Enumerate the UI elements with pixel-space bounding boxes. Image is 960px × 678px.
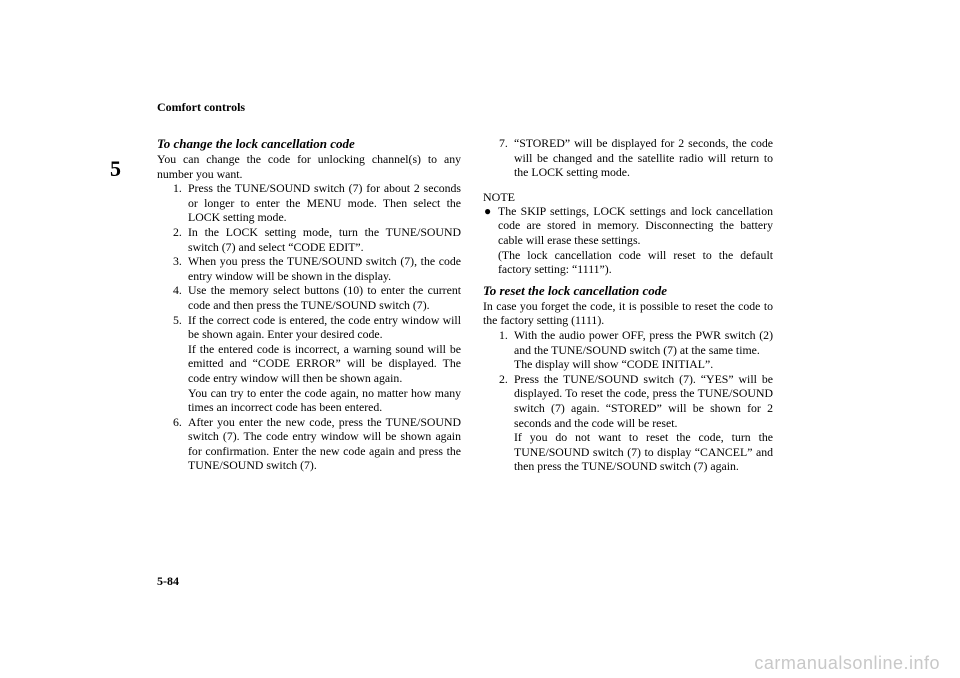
list-item: 1. Press the TUNE/SOUND switch (7) for about 2 seconds or longer to enter the MENU mode. Then select the LOCK setting mode. bbox=[173, 181, 461, 225]
change-code-heading: To change the lock cancellation code bbox=[157, 136, 355, 151]
list-item: 3. When you press the TUNE/SOUND switch (7), the code entry window will be shown in the display. bbox=[173, 254, 461, 283]
list-item: 6. After you enter the new code, press the TUNE/SOUND switch (7). The code entry window will be shown again for confirmation. Enter the new code again and press the TUNE/SOUND switch (7). bbox=[173, 414, 461, 473]
watermark: carmanualsonline.info bbox=[754, 653, 940, 673]
reset-code-steps bbox=[483, 328, 773, 474]
page-number: 5-84 bbox=[157, 574, 179, 588]
note-subtext: (The lock cancellation code will reset to the default factory setting: “1111”). bbox=[498, 247, 773, 277]
change-code-intro: You can change the code for unlocking channel(s) to any number you want. bbox=[157, 152, 461, 181]
left-column bbox=[157, 136, 461, 473]
change-code-steps bbox=[157, 181, 461, 473]
reset-code-intro: In case you forget the code, it is possible to reset the code to the factory setting (1111). bbox=[483, 298, 773, 328]
list-item: 7. “STORED” will be displayed for 2 seconds, the code will be changed and the satellite radio will return to the LOCK setting mode. bbox=[499, 136, 773, 180]
list-item: 5. If the correct code is entered, the code entry window will be shown again. Enter your desired code. If the entered code is incorrect, a warning sound will be emitted and “CODE ERROR” will be displayed. The code entry window will then be shown again. You can try to enter the code again, no matter how many times an incorrect code has been entered. bbox=[173, 312, 461, 415]
reset-code-heading: To reset the lock cancellation code bbox=[483, 282, 668, 298]
running-header: Comfort controls bbox=[157, 100, 246, 114]
note-label: NOTE bbox=[483, 189, 515, 204]
note-text: The SKIP settings, LOCK settings and lock cancellation code are stored in memory. Disconnecting the battery cable will erase these settings. bbox=[498, 203, 773, 247]
list-item: 2. Press the TUNE/SOUND switch (7). “YES” will be displayed. To reset the code, press the TUNE/SOUND switch (7) again. “STORED” will be shown for 2 seconds and the code will be reset. If you do not want to reset the code, turn the TUNE/SOUND switch (7) to display “CANCEL” and then press the TUNE/SOUND switch (7) again. bbox=[499, 371, 773, 474]
right-column bbox=[483, 136, 773, 474]
list-item: 1. With the audio power OFF, press the PWR switch (2) and the TUNE/SOUND switch (7) at the same time. The display will show “CODE INITIAL”. bbox=[499, 327, 773, 372]
list-item: 2. In the LOCK setting mode, turn the TUNE/SOUND switch (7) and select “CODE EDIT”. bbox=[173, 224, 461, 254]
list-item: 4. Use the memory select buttons (10) to enter the current code and then press the TUNE/SOUND switch (7). bbox=[173, 283, 461, 312]
bullet-icon: ● bbox=[484, 203, 492, 218]
chapter-tab-number: 5 bbox=[110, 156, 121, 181]
note-item bbox=[483, 204, 773, 277]
change-code-steps-continued bbox=[483, 136, 773, 180]
